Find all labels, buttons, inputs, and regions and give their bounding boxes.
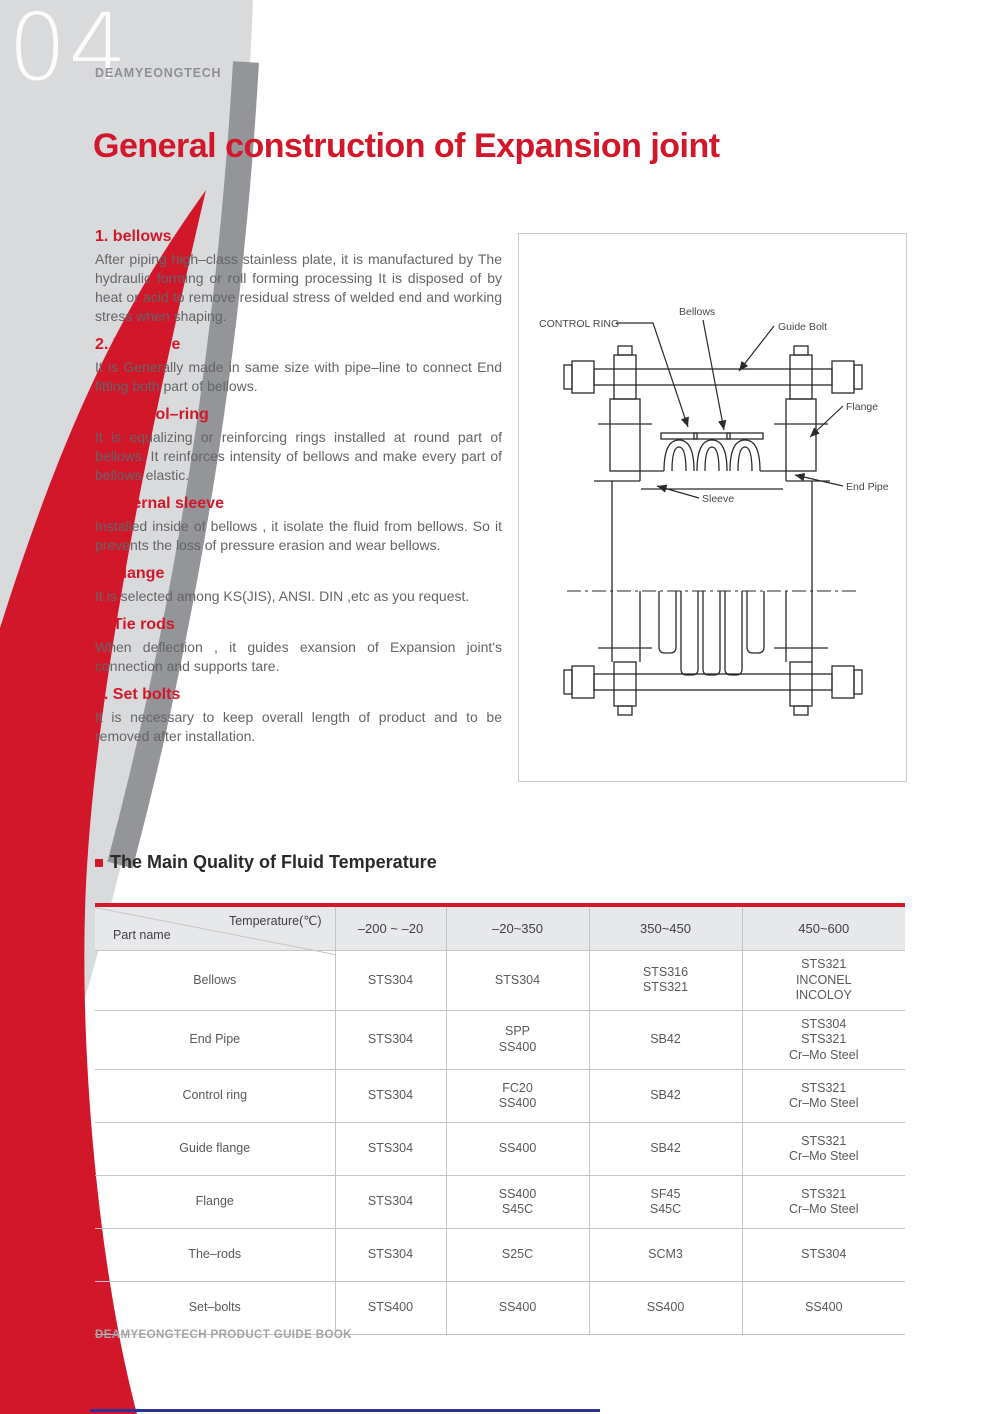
section-heading: 7. Set bolts	[95, 686, 181, 703]
material-cell: STS304	[335, 1176, 446, 1229]
material-cell: SS400	[446, 1123, 589, 1176]
section-body: It is necessary to keep overall length of product and to be removed after installation.	[95, 709, 502, 744]
material-cell: STS321 Cr–Mo Steel	[742, 1123, 905, 1176]
flange-label: Flange	[846, 401, 879, 413]
diagram-drawing	[519, 234, 906, 781]
material-cell: SF45 S45C	[589, 1176, 742, 1229]
table-row	[95, 1229, 905, 1282]
table-row	[95, 1123, 905, 1176]
section-heading: 1. bellows	[95, 228, 172, 245]
table-row	[95, 1010, 905, 1070]
part-name-cell: Flange	[95, 1176, 335, 1229]
part-name-cell: Bellows	[95, 951, 335, 1011]
material-cell: STS304 STS321 Cr–Mo Steel	[742, 1010, 905, 1070]
page-number: 04	[8, 0, 130, 101]
sections	[95, 228, 502, 756]
material-cell: STS304	[335, 1070, 446, 1123]
part-name-cell: Guide flange	[95, 1123, 335, 1176]
material-cell: SS400	[446, 1282, 589, 1335]
material-cell: STS400	[335, 1282, 446, 1335]
end-pipe-and-sleeve	[594, 471, 830, 591]
page-title: General construction of Expansion joint	[93, 126, 720, 165]
material-cell: SS400	[742, 1282, 905, 1335]
section-body: It is equalizing or reinforcing rings installed at round part of bellows. It reinforces intensity of bellows and make every part of bellows elastic.	[95, 429, 502, 483]
section-heading: 2. End pipe	[95, 336, 181, 353]
footer-text: DEAMYEONGTECH PRODUCT GUIDE BOOK	[95, 1329, 352, 1341]
material-cell: SB42	[589, 1070, 742, 1123]
sleeve-label: Sleeve	[702, 493, 735, 505]
section-heading: 4. Internal sleeve	[95, 495, 224, 512]
part-name-cell: The–rods	[95, 1229, 335, 1282]
material-cell: SB42	[589, 1010, 742, 1070]
section-body: It is Generally made in same size with pipe–line to connect End fitting both part of bellows.	[95, 359, 502, 394]
part-name-cell: Set–bolts	[95, 1282, 335, 1335]
control-ring-label: CONTROL RING	[539, 318, 620, 330]
material-cell: SCM3	[589, 1229, 742, 1282]
table-row	[95, 1176, 905, 1229]
table-row	[95, 951, 905, 1011]
material-cell: STS321 Cr–Mo Steel	[742, 1070, 905, 1123]
material-cell: STS316 STS321	[589, 951, 742, 1011]
material-cell: STS304	[742, 1229, 905, 1282]
section	[95, 336, 502, 396]
section	[95, 228, 502, 326]
material-cell: SS400 S45C	[446, 1176, 589, 1229]
material-cell: STS321 Cr–Mo Steel	[742, 1176, 905, 1229]
temperature-column-header: 350~450	[589, 905, 742, 951]
temperature-column-header: –200 ~ –20	[335, 905, 446, 951]
material-cell: STS304	[335, 1010, 446, 1070]
material-cell: FC20 SS400	[446, 1070, 589, 1123]
section	[95, 495, 502, 555]
expansion-joint-diagram	[518, 233, 907, 782]
section-body: It is selected among KS(JIS), ANSI. DIN ,etc as you request.	[95, 588, 470, 604]
section-body: When deflection , it guides exansion of Expansion joint's connection and supports tare.	[95, 639, 502, 674]
flange-columns	[598, 399, 828, 471]
corner-part-name-label: Part name	[113, 927, 171, 942]
brand-label: DEAMYEONGTECH	[95, 66, 222, 80]
section	[95, 616, 502, 676]
bottom-blue-line	[90, 1409, 600, 1412]
material-cell: SB42	[589, 1123, 742, 1176]
corner-temperature-label: Temperature(℃)	[228, 914, 322, 928]
section-heading: 3. Control–ring	[95, 406, 209, 423]
section	[95, 565, 502, 606]
section-heading: 6. Tie rods	[95, 616, 175, 633]
material-cell: STS321 INCONEL INCOLOY	[742, 951, 905, 1011]
section-body: Installed inside of bellows , it isolate the fluid from bellows. So it prevents the loss of pressure erasion and wear bellows.	[95, 518, 502, 553]
section-heading: 5. Flange	[95, 565, 165, 582]
material-cell: S25C	[446, 1229, 589, 1282]
bellows-label: Bellows	[679, 306, 716, 318]
materials-table	[95, 903, 905, 1335]
material-cell: STS304	[335, 1123, 446, 1176]
material-cell: STS304	[335, 1229, 446, 1282]
material-cell: SS400	[589, 1282, 742, 1335]
material-cell: STS304	[446, 951, 589, 1011]
section	[95, 686, 502, 746]
section-body: After piping high–class stainless plate, it is manufactured by The hydraulic forming or roll forming processing It is disposed of by heat or acid to remove residual stress of welded end and working stress when shaping.	[95, 251, 502, 324]
part-name-cell: End Pipe	[95, 1010, 335, 1070]
table-row	[95, 1070, 905, 1123]
table-header-row	[95, 905, 905, 951]
red-square-bullet	[95, 859, 103, 867]
tie-rod-bottom	[564, 662, 862, 715]
guide-bolt-label: Guide Bolt	[778, 321, 828, 333]
table-title	[95, 852, 437, 873]
end-pipe-label: End Pipe	[846, 481, 889, 493]
material-cell: SPP SS400	[446, 1010, 589, 1070]
table-row	[95, 1282, 905, 1335]
temperature-column-header: –20~350	[446, 905, 589, 951]
temperature-column-header: 450~600	[742, 905, 905, 951]
table-title-text: The Main Quality of Fluid Temperature	[110, 852, 437, 872]
section	[95, 406, 502, 485]
bellows-convolutions	[640, 433, 786, 471]
part-name-cell: Control ring	[95, 1070, 335, 1123]
materials-table-body	[95, 951, 905, 1335]
material-cell: STS304	[335, 951, 446, 1011]
corner-cell	[95, 905, 335, 951]
